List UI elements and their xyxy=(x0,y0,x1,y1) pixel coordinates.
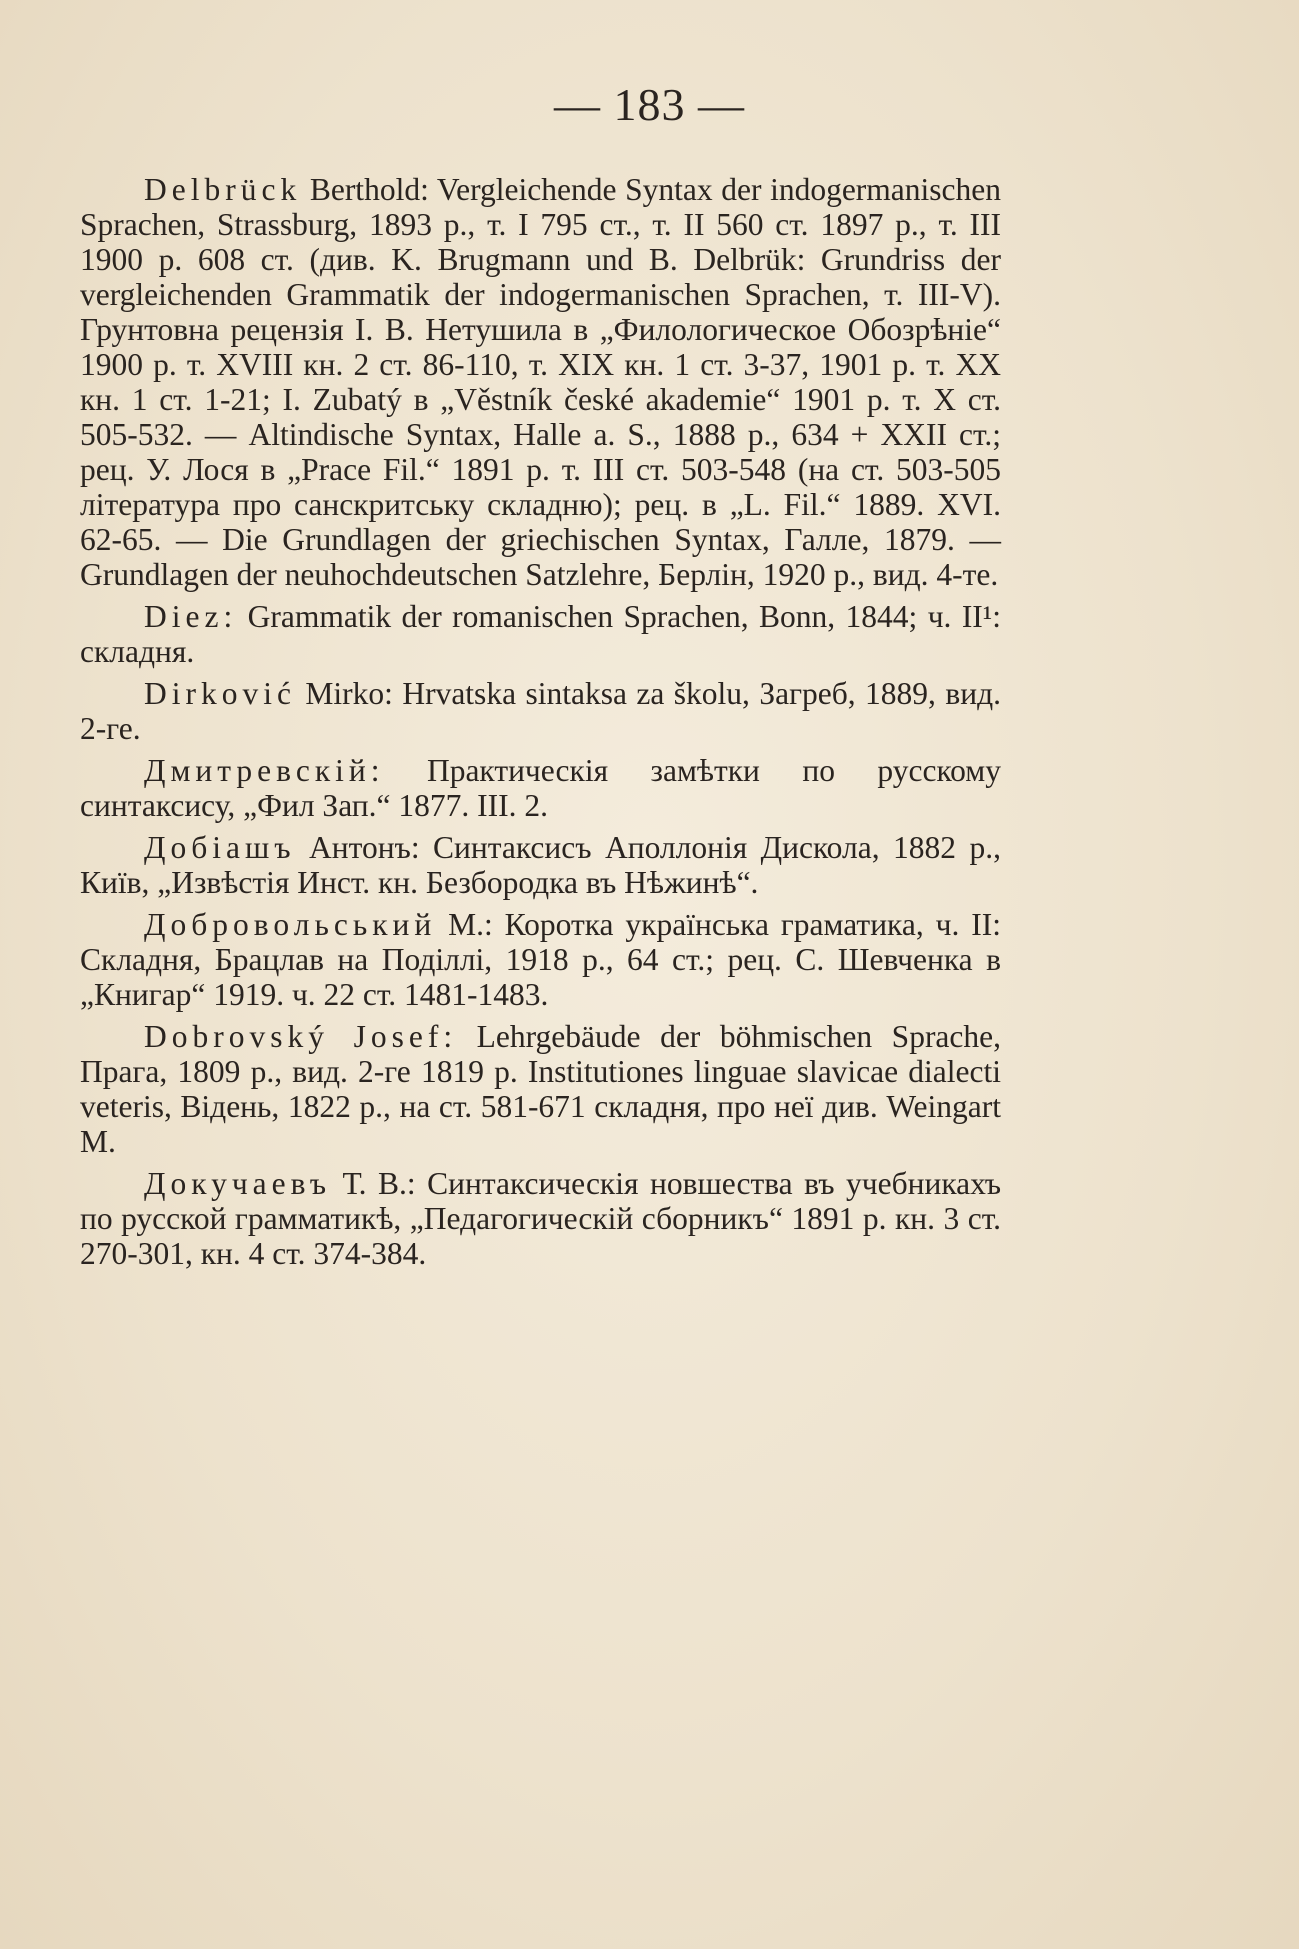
entry-text: Berthold: Vergleichende Syntax der indogermanischen Sprachen, Strassburg, 1893 р., т. I 795 ст., т. II 560 ст. 1897 р., т. III 1900 р. 608 ст. (див. K. Brugmann und B. Delbrük: Grundriss der vergleichenden Grammatik der indogermanischen Sprachen, т. III-V). Грунтовна рецензія І. В. Нетушила в „Филологическое Обозрѣніе“ 1900 р. т. XVIII кн. 2 ст. 86-110, т. XIX кн. 1 ст. 3-37, 1901 р. т. XX кн. 1 ст. 1-21; І. Zubatý в „Věstník české akademie“ 1901 р. т. X ст. 505-532. — Altindische Syntax, Halle a. S., 1888 р., 634 + XXII ст.; рец. У. Лося в „Prace Fil.“ 1891 р. т. III ст. 503-548 (на ст. 503-505 література про санскритську складню); рец. в „L. Fil.“ 1889. XVI. 62-65. — Die Grundlagen der griechischen Syntax, Галле, 1879. — Grundlagen der neuhochdeutschen Satzlehre, Берлін, 1920 р., вид. 4-те. xyxy=(80,172,1001,592)
bibliography-entry xyxy=(80,599,1001,669)
entry-text: Практическія замѣтки по русскому синтаксису, „Фил Зап.“ 1877. III. 2. xyxy=(80,753,1001,823)
entry-text: Т. В.: Синтаксическія новшества въ учебникахъ по русской грамматикѣ, „Педагогическій сборникъ“ 1891 р. кн. 3 ст. 270-301, кн. 4 ст. 374-384. xyxy=(80,1166,1001,1271)
page-number: — 183 — xyxy=(554,79,745,130)
bibliography-entry xyxy=(80,676,1001,746)
entry-author: Dirković xyxy=(144,676,296,711)
bibliography-column xyxy=(80,172,1001,1278)
bibliography-entry xyxy=(80,1166,1001,1271)
bibliography-entry xyxy=(80,753,1001,823)
entry-author: Delbrück xyxy=(144,172,302,207)
entry-author: Добіашъ xyxy=(144,830,296,865)
entry-text: Mirko: Hrvatska sintaksa za školu, Загреб, 1889, вид. 2-ге. xyxy=(80,676,1001,746)
bibliography-entry xyxy=(80,172,1001,592)
entry-text: Lehrgebäude der böhmischen Sprache, Прага, 1809 р., вид. 2-ге 1819 р. Institutiones linguae slavicae dialecti veteris, Відень, 1822 р., на ст. 581-671 складня, про неї див. Weingart M. xyxy=(80,1019,1001,1159)
entry-author: Докучаевъ xyxy=(144,1166,332,1201)
entry-author: Diez: xyxy=(144,599,238,634)
bibliography-entry xyxy=(80,830,1001,900)
bibliography-entry xyxy=(80,1019,1001,1159)
entry-author: Дмитревскій: xyxy=(144,753,385,788)
entry-author: Dobrovský Josef: xyxy=(144,1019,458,1054)
bibliography-entry xyxy=(80,907,1001,1012)
entry-text: Антонъ: Синтаксисъ Аполлонія Дискола, 1882 р., Київ, „Извѣстія Инст. кн. Безбородка въ Нѣжинѣ“. xyxy=(80,830,1001,900)
entry-text: Grammatik der romanischen Sprachen, Bonn, 1844; ч. II¹: складня. xyxy=(80,599,1001,669)
entry-author: Добровольський xyxy=(144,907,437,942)
entry-text: М.: Коротка українська граматика, ч. II: Складня, Брацлав на Поділлі, 1918 р., 64 ст.; рец. С. Шевченка в „Книгар“ 1919. ч. 22 ст. 1481-1483. xyxy=(80,907,1001,1012)
